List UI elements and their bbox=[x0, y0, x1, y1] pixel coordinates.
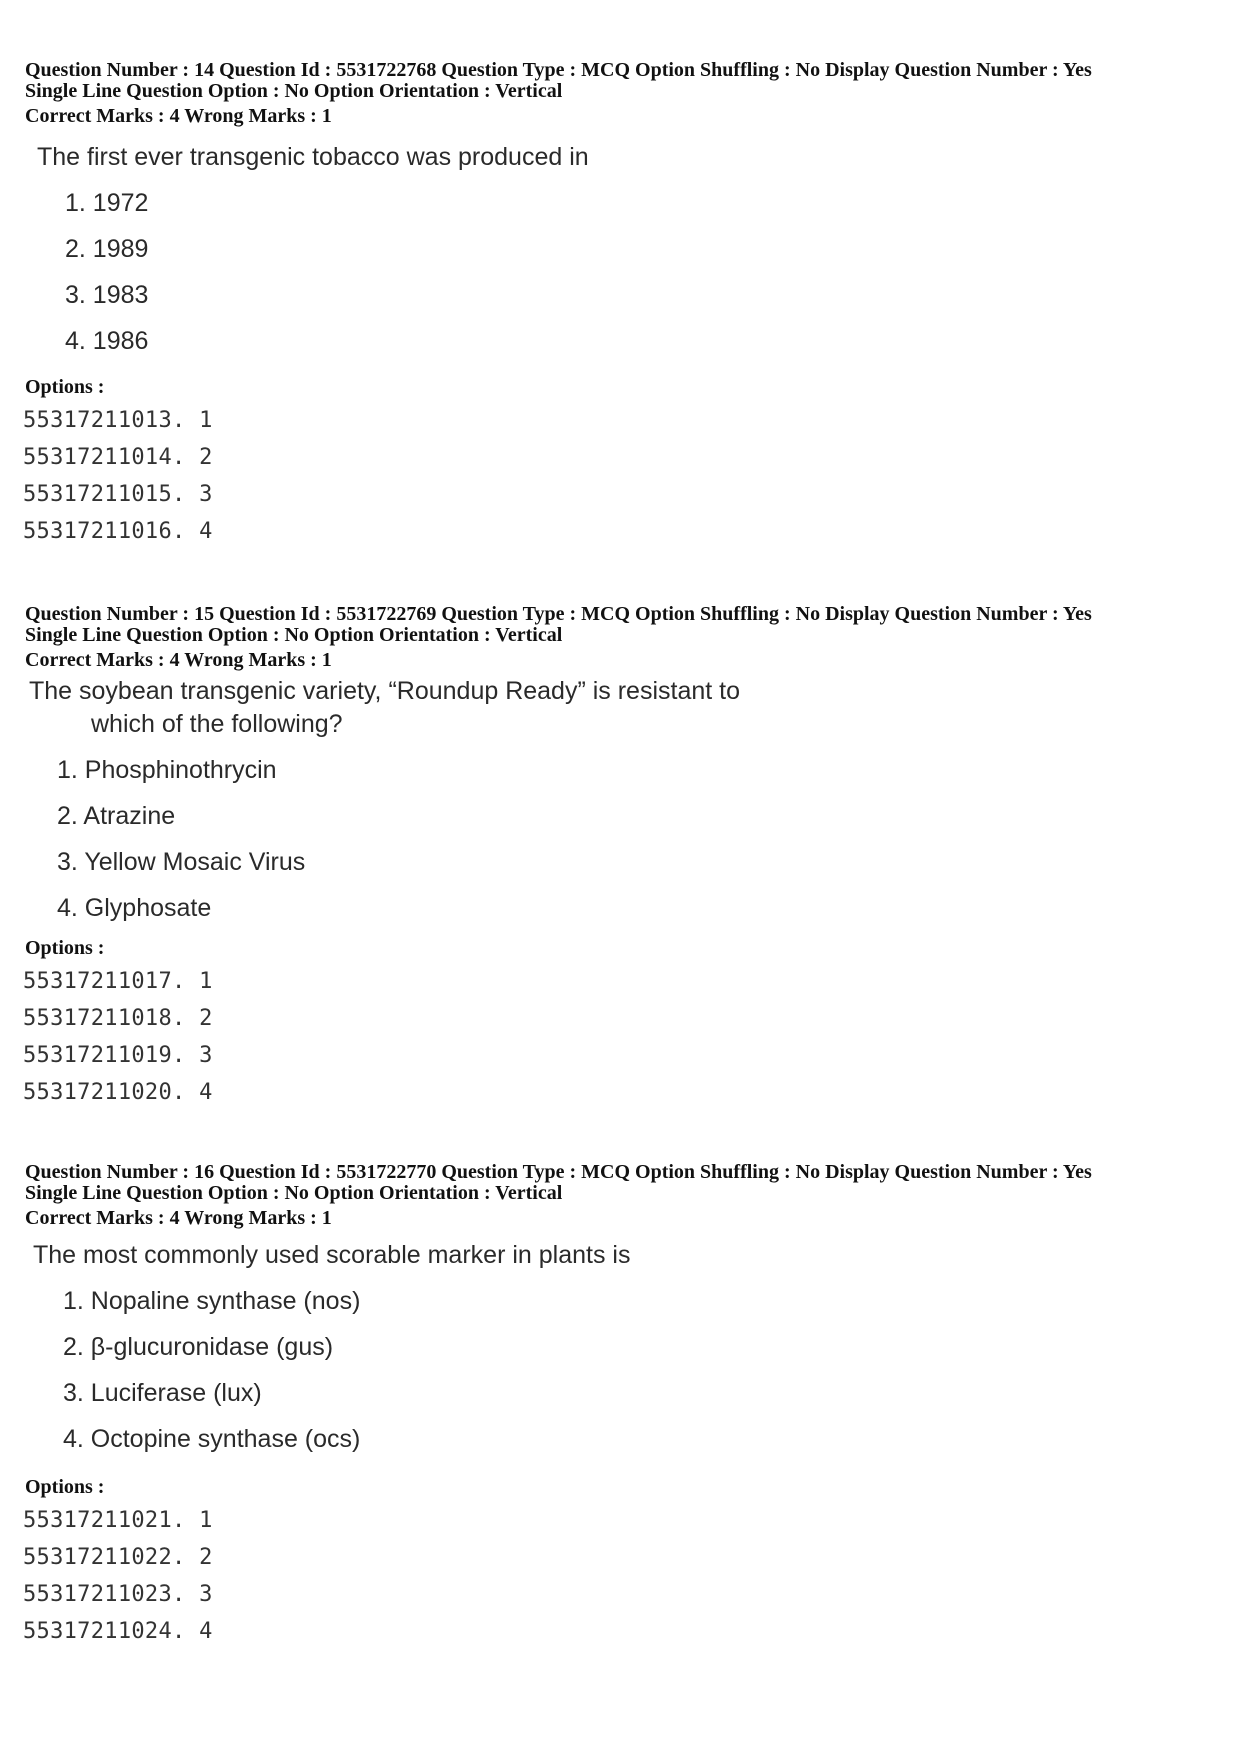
answer-choice: 2. β-glucuronidase (gus) bbox=[63, 1333, 334, 1361]
question-meta-line1: Question Number : 14 Question Id : 5531722768 Question Type : MCQ Option Shuffling : No Display Question Number : Yes bbox=[25, 59, 1092, 81]
question-stem bbox=[33, 1239, 1225, 1272]
answer-choice: 3. 1983 bbox=[65, 281, 149, 309]
option-id-row: 55317211020. 4 bbox=[23, 1080, 213, 1105]
question-block bbox=[25, 604, 1225, 1111]
question-meta-line1: Question Number : 16 Question Id : 5531722770 Question Type : MCQ Option Shuffling : No Display Question Number : Yes bbox=[25, 1161, 1092, 1183]
option-id-row: 55317211017. 1 bbox=[23, 969, 213, 994]
answer-choice: 2. Atrazine bbox=[57, 802, 176, 830]
answer-choice: 2. 1989 bbox=[65, 235, 149, 263]
question-meta-line2: Single Line Question Option : No Option Orientation : Vertical bbox=[25, 80, 563, 102]
option-id-row: 55317211016. 4 bbox=[23, 519, 213, 544]
option-id-row: 55317211014. 2 bbox=[23, 445, 213, 470]
question-meta-line1: Question Number : 15 Question Id : 5531722769 Question Type : MCQ Option Shuffling : No Display Question Number : Yes bbox=[25, 603, 1092, 625]
question-stem-line: The first ever transgenic tobacco was produced in bbox=[37, 143, 589, 171]
question-stem bbox=[37, 141, 1225, 174]
question-stem-line: The most commonly used scorable marker in plants is bbox=[33, 1241, 631, 1269]
option-id-row: 55317211023. 3 bbox=[23, 1582, 213, 1607]
option-id-row: 55317211022. 2 bbox=[23, 1545, 213, 1570]
question-marks: Correct Marks : 4 Wrong Marks : 1 bbox=[25, 1207, 332, 1229]
answer-choice: 4. Glyphosate bbox=[57, 894, 212, 922]
option-id-list bbox=[23, 963, 1225, 1111]
answer-choice: 3. Luciferase (lux) bbox=[63, 1379, 262, 1407]
answer-choice: 1. Phosphinothrycin bbox=[57, 756, 277, 784]
answer-choice: 1. Nopaline synthase (nos) bbox=[63, 1287, 361, 1315]
question-meta-line2: Single Line Question Option : No Option Orientation : Vertical bbox=[25, 624, 563, 646]
option-id-row: 55317211018. 2 bbox=[23, 1006, 213, 1031]
options-label: Options : bbox=[25, 1476, 105, 1498]
question-stem-line: which of the following? bbox=[91, 710, 343, 738]
question-block bbox=[25, 60, 1225, 550]
question-block bbox=[25, 1162, 1225, 1650]
option-id-list bbox=[23, 1502, 1225, 1650]
answer-choices bbox=[63, 1278, 1225, 1462]
option-id-row: 55317211015. 3 bbox=[23, 482, 213, 507]
answer-choice: 1. 1972 bbox=[65, 189, 149, 217]
question-marks: Correct Marks : 4 Wrong Marks : 1 bbox=[25, 649, 332, 671]
question-stem bbox=[29, 675, 1225, 741]
answer-choice: 4. 1986 bbox=[65, 327, 149, 355]
question-meta-line2: Single Line Question Option : No Option Orientation : Vertical bbox=[25, 1182, 563, 1204]
answer-choice: 4. Octopine synthase (ocs) bbox=[63, 1425, 361, 1453]
answer-choices bbox=[65, 180, 1225, 364]
option-id-row: 55317211024. 4 bbox=[23, 1619, 213, 1644]
answer-choices bbox=[57, 747, 1225, 931]
option-id-row: 55317211021. 1 bbox=[23, 1508, 213, 1533]
options-label: Options : bbox=[25, 376, 105, 398]
option-id-row: 55317211013. 1 bbox=[23, 408, 213, 433]
option-id-row: 55317211019. 3 bbox=[23, 1043, 213, 1068]
answer-choice: 3. Yellow Mosaic Virus bbox=[57, 848, 306, 876]
option-id-list bbox=[23, 402, 1225, 550]
question-stem-line: The soybean transgenic variety, “Roundup Ready” is resistant to bbox=[29, 677, 741, 705]
options-label: Options : bbox=[25, 937, 105, 959]
question-marks: Correct Marks : 4 Wrong Marks : 1 bbox=[25, 105, 332, 127]
